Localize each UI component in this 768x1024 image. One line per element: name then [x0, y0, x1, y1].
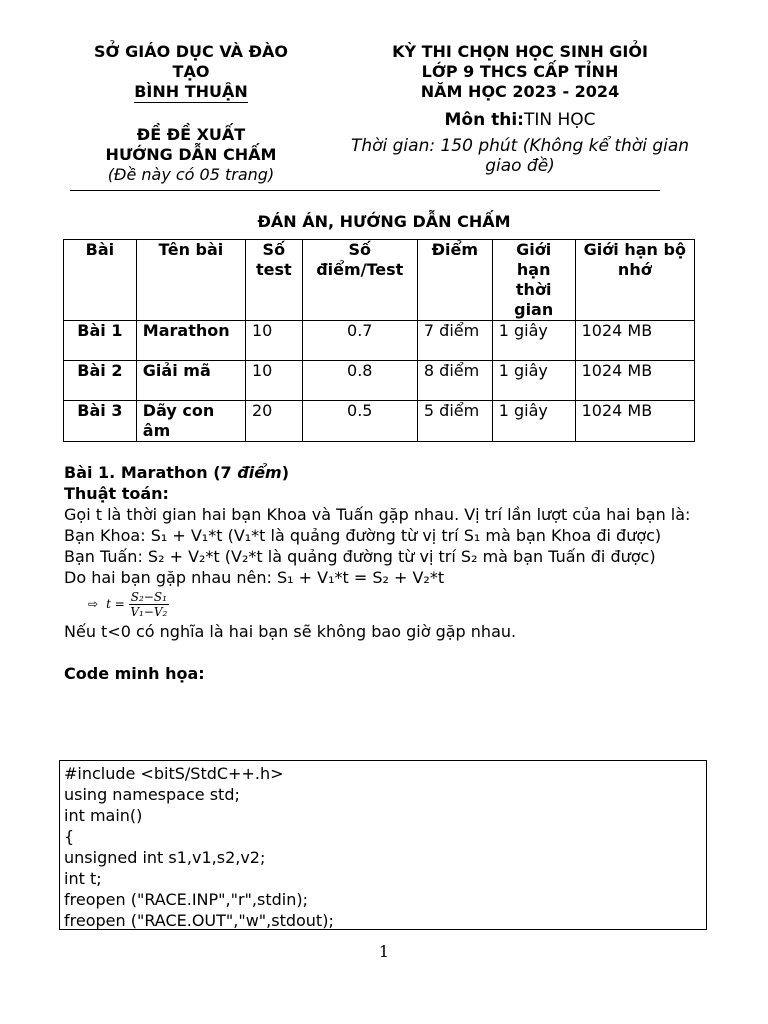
page-count-note: (Đề này có 05 trang) [107, 165, 275, 184]
answer-key-title: ĐÁN ÁN, HƯỚNG DẪN CHẤM [257, 212, 511, 231]
header-cell: Giới hạn thời gian [492, 240, 575, 321]
page-number: 1 [378, 942, 390, 961]
table-cell: Bài 2 [64, 361, 137, 401]
code-line: freopen ("RACE.OUT","w",stdout); [64, 911, 334, 930]
code-label: Code minh họa: [64, 664, 205, 683]
code-line: int t; [64, 869, 102, 888]
paragraph: Bạn Khoa: S₁ + V₁*t (V₁*t là quảng đường từ vị trí S₁ mà bạn Khoa đi được) [64, 526, 662, 545]
table-cell: Giải mã [136, 361, 245, 401]
implies-arrow-icon: ⇨ [88, 597, 99, 611]
table-cell: 8 điểm [417, 361, 492, 401]
table-cell: 1024 MB [575, 361, 694, 401]
table-cell: 1024 MB [575, 401, 694, 442]
table-cell: 0.7 [302, 321, 417, 361]
guide-label: HƯỚNG DẪN CHẤM [105, 145, 277, 164]
header-separator [70, 190, 660, 191]
subject-line: Môn thi:TIN HỌC [444, 110, 596, 130]
table-cell: 0.8 [302, 361, 417, 401]
code-line: #include <bitS/StdC++.h> [64, 764, 284, 783]
paragraph: Bạn Tuấn: S₂ + V₂*t (V₂*t là quảng đường từ vị trí S₂ mà bạn Tuấn đi được) [64, 547, 656, 566]
proposal-label: ĐỀ ĐỀ XUẤT [136, 125, 246, 144]
header-cell: Số test [246, 240, 303, 321]
header-cell: Số điểm/Test [302, 240, 417, 321]
paragraph: Gọi t là thời gian hai bạn Khoa và Tuấn gặp nhau. Vị trí lần lượt của hai bạn là: [64, 505, 691, 524]
formula-denominator: V₁−V₂ [130, 605, 168, 619]
paragraph: Nếu t<0 có nghĩa là hai bạn sẽ không bao giờ gặp nhau. [64, 622, 517, 641]
table-row [64, 401, 695, 442]
code-block [59, 760, 707, 930]
header-right [330, 42, 710, 176]
table-cell: Bài 3 [64, 401, 137, 442]
header-cell: Tên bài [136, 240, 245, 321]
formula-numerator: S₂−S₁ [130, 590, 167, 604]
department-line2: TẠO [172, 62, 210, 81]
header-left [75, 42, 307, 185]
table-cell: Dãy con âm [136, 401, 245, 442]
formula-lhs: t = [106, 597, 125, 611]
table-cell: 1 giây [492, 401, 575, 442]
formula [88, 590, 704, 619]
formula-fraction [129, 590, 169, 619]
table-cell: 10 [246, 321, 303, 361]
exam-year: NĂM HỌC 2023 - 2024 [420, 82, 620, 101]
time-line2: giao đề) [485, 156, 555, 176]
section-title: Bài 1. Marathon (7 điểm) [64, 463, 290, 482]
exam-title-line1: KỲ THI CHỌN HỌC SINH GIỎI [392, 42, 648, 61]
table-cell: Marathon [136, 321, 245, 361]
grading-table [63, 239, 695, 442]
code-line: int main() [64, 806, 143, 825]
code-line: freopen ("RACE.INP","r",stdin); [64, 890, 308, 909]
section-bai1 [64, 462, 704, 684]
code-line: unsigned int s1,v1,s2,v2; [64, 848, 266, 867]
table-cell: 1 giây [492, 361, 575, 401]
time-line1: Thời gian: 150 phút (Không kể thời gian [350, 136, 690, 156]
table-cell: 0.5 [302, 401, 417, 442]
header-cell: Giới hạn bộ nhớ [575, 240, 694, 321]
header-cell: Điểm [417, 240, 492, 321]
exam-title-line2: LỚP 9 THCS CẤP TỈNH [421, 62, 619, 81]
table-cell: 10 [246, 361, 303, 401]
department-line3: BÌNH THUẬN [134, 82, 248, 101]
table-cell: 20 [246, 401, 303, 442]
table-cell: Bài 1 [64, 321, 137, 361]
code-line: using namespace std; [64, 785, 240, 804]
table-cell: 7 điểm [417, 321, 492, 361]
table-cell: 5 điểm [417, 401, 492, 442]
table-cell: 1 giây [492, 321, 575, 361]
header-cell: Bài [64, 240, 137, 321]
algorithm-label: Thuật toán: [64, 484, 169, 503]
table-header-row [64, 240, 695, 321]
table-row [64, 361, 695, 401]
table-row [64, 321, 695, 361]
table-cell: 1024 MB [575, 321, 694, 361]
department-line1: SỞ GIÁO DỤC VÀ ĐÀO [94, 42, 288, 61]
code-line: { [64, 827, 75, 846]
paragraph: Do hai bạn gặp nhau nên: S₁ + V₁*t = S₂ + V₂*t [64, 568, 445, 587]
